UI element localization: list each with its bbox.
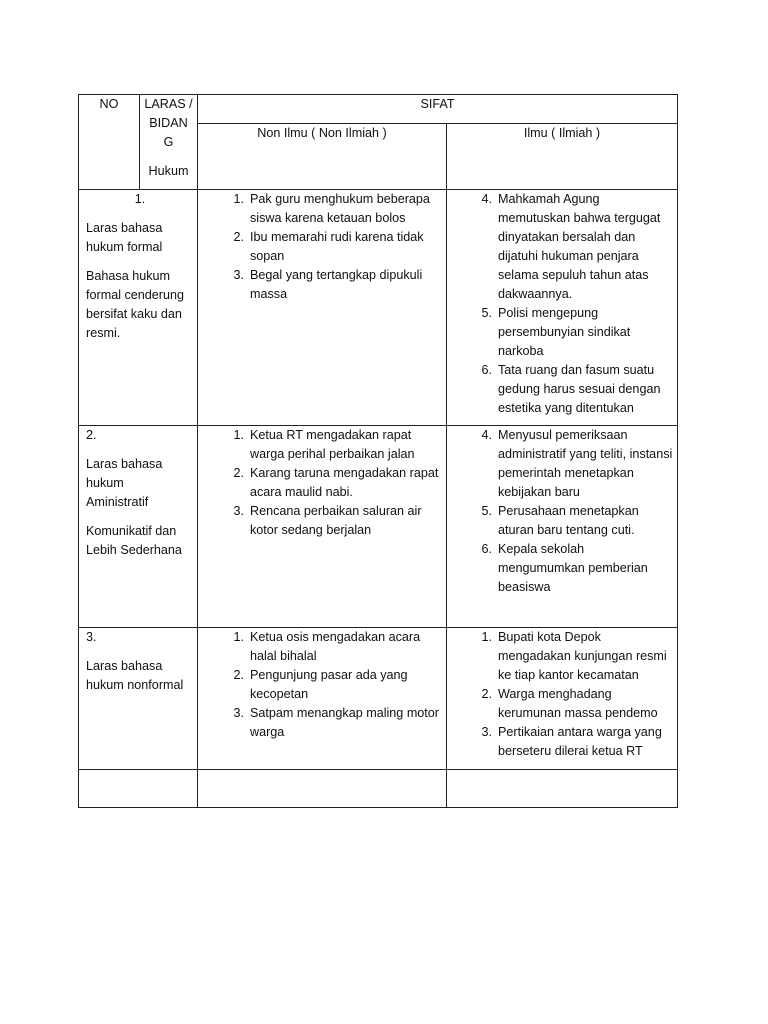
row2-title: Laras bahasa hukum Aministratif [86,457,163,509]
list-number: 2. [481,687,492,701]
list-text: Warga menghadang kerumunan massa pendemo [498,687,658,720]
row3-laras-cell [86,628,194,705]
list-text: Ibu memarahi rudi karena tidak sopan [250,230,424,263]
list-item [464,190,674,304]
list-number: 3. [233,504,244,518]
list-item [216,228,444,266]
ilmu-column-line [446,123,447,807]
list-item [464,628,674,685]
list-text: Pertikaian antara warga yang berseteru dilerai ketua RT [498,725,662,758]
list-text: Ketua RT mengadakan rapat warga perihal perbaikan jalan [250,428,415,461]
table-border-bottom [78,807,678,808]
list-number: 3. [233,706,244,720]
list-number: 4. [481,192,492,206]
list-text: Kepala sekolah mengumumkan pemberian beasiswa [498,542,648,594]
header-non-ilmu: Non Ilmu ( Non Ilmiah ) [257,126,387,140]
list-number: 2. [233,668,244,682]
list-number: 1. [481,630,492,644]
list-text: Pak guru menghukum beberapa siswa karena ketauan bolos [250,192,430,225]
list-item [216,704,444,742]
list-number: 6. [481,542,492,556]
list-item [464,361,674,418]
row2-number: 2. [86,428,97,442]
list-text: Perusahaan menetapkan aturan baru tentang cuti. [498,504,639,537]
list-item [216,426,444,464]
list-item [464,685,674,723]
list-text: Polisi mengepung persembunyian sindikat narkoba [498,306,631,358]
list-number: 1. [233,192,244,206]
row3-non-ilmu-cell [216,628,444,742]
list-number: 3. [481,725,492,739]
list-item [216,666,444,704]
row2-description: Komunikatif dan Lebih Sederhana [86,524,182,557]
list-number: 1. [233,428,244,442]
list-text: Pengunjung pasar ada yang kecopetan [250,668,408,701]
list-item [216,464,444,502]
row1-ilmu-cell [464,190,674,418]
row4-empty-cell [79,770,197,807]
list-item [464,426,674,502]
row2-ilmu-cell [464,426,674,597]
row1-laras-cell [86,190,194,353]
header-laras [140,95,197,181]
row3-title: Laras bahasa hukum nonformal [86,659,184,692]
row1-description: Bahasa hukum formal cenderung bersifat kaku dan resmi. [86,269,185,340]
header-no: NO [99,97,119,111]
row3-ilmu-cell [464,628,674,761]
row3-ilmu-list [464,628,674,761]
row1-non-ilmu-cell [216,190,444,304]
row2-ilmu-list [464,426,674,597]
list-number: 5. [481,504,492,518]
list-text: Ketua osis mengadakan acara halal bihalal [250,630,421,663]
header-laras-line1: LARAS / [144,97,193,111]
list-item [216,502,444,540]
header-laras-line2: BIDAN [149,116,188,130]
list-item [216,628,444,666]
list-item [464,304,674,361]
list-text: Tata ruang dan fasum suatu gedung harus sesuai dengan estetika yang ditentukan [498,363,661,415]
header-sifat: SIFAT [420,97,455,111]
row3-number: 3. [86,630,97,644]
list-text: Begal yang tertangkap dipukuli massa [250,268,423,301]
row1-ilmu-list [464,190,674,418]
row2-non-ilmu-cell [216,426,444,540]
list-number: 4. [481,428,492,442]
list-item [216,190,444,228]
row2-laras-cell [86,426,194,570]
header-ilmu: Ilmu ( Ilmiah ) [523,126,601,140]
list-text: Menyusul pemeriksaan administratif yang teliti, instansi pemerintah menetapkan kebijakan baru [498,428,673,499]
laras-column-line [197,94,198,807]
list-text: Mahkamah Agung memutuskan bahwa tergugat dinyatakan bersalah dan dijatuhi hukuman penjara selama sepuluh tahun atas dakwaannya. [498,192,661,301]
list-number: 3. [233,268,244,282]
list-number: 1. [233,630,244,644]
table-border-right [677,94,678,807]
header-laras-hukum: Hukum [148,164,189,178]
list-number: 2. [233,230,244,244]
row1-non-ilmu-list [216,190,444,304]
list-item [464,723,674,761]
list-text: Karang taruna mengadakan rapat acara maulid nabi. [250,466,439,499]
list-item [216,266,444,304]
list-item [464,502,674,540]
row4-empty-cell [198,770,446,807]
list-number: 6. [481,363,492,377]
list-item [464,540,674,597]
list-text: Bupati kota Depok mengadakan kunjungan resmi ke tiap kantor kecamatan [498,630,667,682]
list-number: 2. [233,466,244,480]
header-laras-line3: G [163,135,174,149]
row2-non-ilmu-list [216,426,444,540]
row4-empty-cell [447,770,677,807]
list-text: Rencana perbaikan saluran air kotor sedang berjalan [250,504,422,537]
list-text: Satpam menangkap maling motor warga [250,706,440,739]
row3-non-ilmu-list [216,628,444,742]
row1-number: 1. [134,192,146,206]
table-border-left [78,94,79,807]
list-number: 5. [481,306,492,320]
row1-title: Laras bahasa hukum formal [86,221,163,254]
